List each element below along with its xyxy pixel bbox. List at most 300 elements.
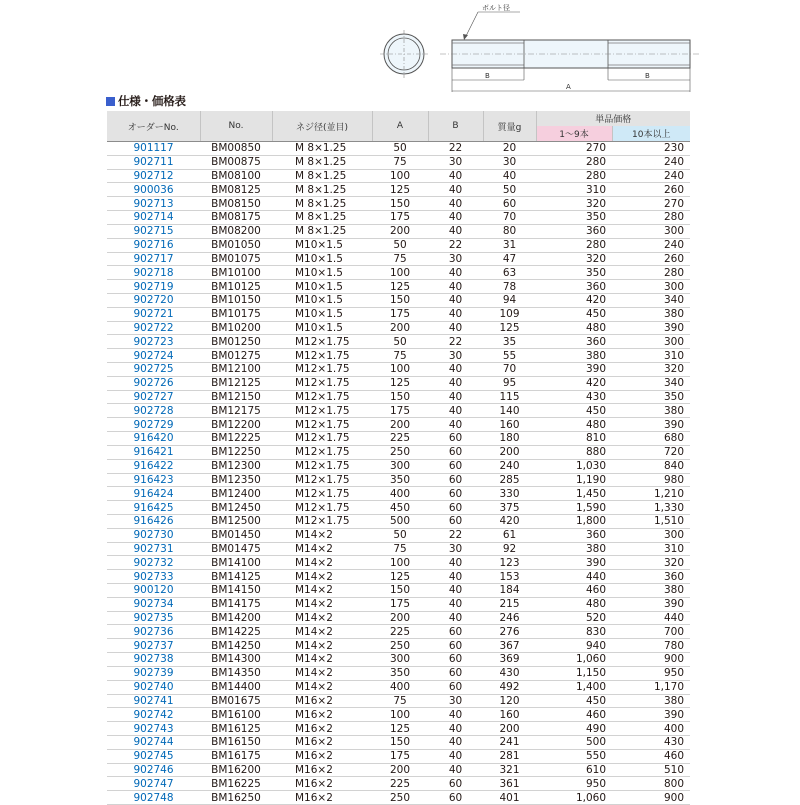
order-no-cell: 902745 (107, 749, 200, 763)
price-10plus-cell: 350 (612, 390, 690, 404)
order-no-cell: 902728 (107, 404, 200, 418)
thread-cell: M12×1.75 (272, 514, 372, 528)
length-a-cell: 125 (372, 722, 428, 736)
length-b-cell: 40 (428, 376, 483, 390)
length-a-cell: 350 (372, 473, 428, 487)
table-row (107, 763, 690, 777)
thread-cell: M12×1.75 (272, 363, 372, 377)
mass-cell: 60 (483, 197, 536, 211)
table-row (107, 570, 690, 584)
product-no-cell: BM14250 (200, 639, 272, 653)
table-row (107, 666, 690, 680)
table-row (107, 459, 690, 473)
thread-cell: M14×2 (272, 653, 372, 667)
table-row (107, 639, 690, 653)
price-1-9-cell: 490 (536, 722, 612, 736)
mass-cell: 330 (483, 487, 536, 501)
price-10plus-cell: 380 (612, 584, 690, 598)
length-b-cell: 22 (428, 528, 483, 542)
length-a-cell: 400 (372, 680, 428, 694)
dimension-b-left-label: B (485, 72, 490, 80)
length-b-cell: 60 (428, 459, 483, 473)
thread-cell: M14×2 (272, 625, 372, 639)
order-no-cell: 902713 (107, 197, 200, 211)
length-a-cell: 50 (372, 528, 428, 542)
price-1-9-cell: 280 (536, 169, 612, 183)
product-no-cell: BM08125 (200, 183, 272, 197)
product-no-cell: BM10125 (200, 280, 272, 294)
product-no-cell: BM16100 (200, 708, 272, 722)
product-no-cell: BM01075 (200, 252, 272, 266)
price-10plus-cell: 430 (612, 735, 690, 749)
thread-cell: M14×2 (272, 584, 372, 598)
product-no-cell: BM01675 (200, 694, 272, 708)
price-1-9-cell: 380 (536, 349, 612, 363)
mass-cell: 55 (483, 349, 536, 363)
price-1-9-cell: 280 (536, 238, 612, 252)
length-b-cell: 30 (428, 349, 483, 363)
mass-cell: 80 (483, 224, 536, 238)
price-1-9-cell: 390 (536, 556, 612, 570)
price-10plus-cell: 1,210 (612, 487, 690, 501)
price-1-9-cell: 1,400 (536, 680, 612, 694)
product-no-cell: BM08175 (200, 211, 272, 225)
length-b-cell: 40 (428, 611, 483, 625)
product-no-cell: BM01450 (200, 528, 272, 542)
header-a: A (372, 111, 428, 142)
mass-cell: 401 (483, 791, 536, 805)
product-no-cell: BM10175 (200, 307, 272, 321)
product-no-cell: BM12400 (200, 487, 272, 501)
price-1-9-cell: 1,060 (536, 653, 612, 667)
length-b-cell: 40 (428, 749, 483, 763)
price-10plus-cell: 240 (612, 238, 690, 252)
product-no-cell: BM12100 (200, 363, 272, 377)
length-a-cell: 100 (372, 556, 428, 570)
thread-cell: M10×1.5 (272, 321, 372, 335)
price-10plus-cell: 380 (612, 404, 690, 418)
mass-cell: 321 (483, 763, 536, 777)
price-1-9-cell: 360 (536, 528, 612, 542)
price-1-9-cell: 1,190 (536, 473, 612, 487)
product-no-cell: BM14125 (200, 570, 272, 584)
length-b-cell: 40 (428, 293, 483, 307)
thread-cell: M16×2 (272, 749, 372, 763)
length-a-cell: 75 (372, 542, 428, 556)
table-row (107, 514, 690, 528)
order-no-cell: 902719 (107, 280, 200, 294)
header-b: B (428, 111, 483, 142)
order-no-cell: 902722 (107, 321, 200, 335)
length-a-cell: 150 (372, 735, 428, 749)
header-order-no: オーダーNo. (107, 111, 200, 142)
table-row (107, 404, 690, 418)
product-no-cell: BM16200 (200, 763, 272, 777)
section-title (106, 94, 186, 108)
price-1-9-cell: 940 (536, 639, 612, 653)
price-10plus-cell: 240 (612, 155, 690, 169)
thread-cell: M12×1.75 (272, 376, 372, 390)
length-b-cell: 40 (428, 266, 483, 280)
price-1-9-cell: 360 (536, 280, 612, 294)
price-10plus-cell: 390 (612, 597, 690, 611)
dimension-a-label: A (566, 83, 571, 91)
mass-cell: 160 (483, 708, 536, 722)
order-no-cell: 902730 (107, 528, 200, 542)
price-10plus-cell: 460 (612, 749, 690, 763)
order-no-cell: 902736 (107, 625, 200, 639)
length-a-cell: 150 (372, 584, 428, 598)
mass-cell: 109 (483, 307, 536, 321)
thread-cell: M14×2 (272, 556, 372, 570)
product-no-cell: BM10150 (200, 293, 272, 307)
price-10plus-cell: 380 (612, 307, 690, 321)
order-no-cell: 916423 (107, 473, 200, 487)
product-no-cell: BM14200 (200, 611, 272, 625)
table-row (107, 307, 690, 321)
mass-cell: 70 (483, 211, 536, 225)
table-row (107, 445, 690, 459)
thread-cell: M14×2 (272, 528, 372, 542)
product-no-cell: BM12125 (200, 376, 272, 390)
price-10plus-cell: 340 (612, 376, 690, 390)
length-a-cell: 75 (372, 252, 428, 266)
mass-cell: 241 (483, 735, 536, 749)
order-no-cell: 902718 (107, 266, 200, 280)
price-10plus-cell: 310 (612, 542, 690, 556)
price-10plus-cell: 270 (612, 197, 690, 211)
order-no-cell: 916421 (107, 445, 200, 459)
length-b-cell: 60 (428, 666, 483, 680)
length-b-cell: 60 (428, 639, 483, 653)
length-b-cell: 30 (428, 542, 483, 556)
thread-cell: M12×1.75 (272, 501, 372, 515)
length-a-cell: 200 (372, 321, 428, 335)
table-row (107, 611, 690, 625)
mass-cell: 50 (483, 183, 536, 197)
product-no-cell: BM14400 (200, 680, 272, 694)
mass-cell: 215 (483, 597, 536, 611)
length-b-cell: 40 (428, 763, 483, 777)
price-1-9-cell: 1,030 (536, 459, 612, 473)
table-row (107, 542, 690, 556)
mass-cell: 184 (483, 584, 536, 598)
length-b-cell: 40 (428, 556, 483, 570)
thread-cell: M16×2 (272, 791, 372, 805)
length-b-cell: 60 (428, 791, 483, 805)
price-1-9-cell: 450 (536, 404, 612, 418)
price-1-9-cell: 350 (536, 266, 612, 280)
length-a-cell: 200 (372, 224, 428, 238)
table-row (107, 597, 690, 611)
order-no-cell: 916420 (107, 432, 200, 446)
product-no-cell: BM14225 (200, 625, 272, 639)
table-row (107, 197, 690, 211)
length-a-cell: 175 (372, 307, 428, 321)
price-1-9-cell: 480 (536, 597, 612, 611)
thread-cell: M14×2 (272, 570, 372, 584)
order-no-cell: 902738 (107, 653, 200, 667)
product-no-cell: BM16225 (200, 777, 272, 791)
product-no-cell: BM12250 (200, 445, 272, 459)
stud-bolt-diagram (0, 0, 800, 95)
order-no-cell: 902735 (107, 611, 200, 625)
mass-cell: 115 (483, 390, 536, 404)
price-1-9-cell: 480 (536, 321, 612, 335)
price-1-9-cell: 1,450 (536, 487, 612, 501)
price-10plus-cell: 980 (612, 473, 690, 487)
thread-cell: M12×1.75 (272, 418, 372, 432)
mass-cell: 40 (483, 169, 536, 183)
order-no-cell: 902712 (107, 169, 200, 183)
length-a-cell: 175 (372, 749, 428, 763)
price-10plus-cell: 700 (612, 625, 690, 639)
length-a-cell: 350 (372, 666, 428, 680)
length-a-cell: 175 (372, 211, 428, 225)
mass-cell: 94 (483, 293, 536, 307)
price-10plus-cell: 240 (612, 169, 690, 183)
thread-cell: M 8×1.25 (272, 142, 372, 156)
table-row (107, 473, 690, 487)
table-row (107, 363, 690, 377)
length-a-cell: 400 (372, 487, 428, 501)
price-10plus-cell: 360 (612, 570, 690, 584)
thread-cell: M14×2 (272, 542, 372, 556)
length-a-cell: 100 (372, 266, 428, 280)
length-a-cell: 75 (372, 155, 428, 169)
order-no-cell: 902732 (107, 556, 200, 570)
mass-cell: 30 (483, 155, 536, 169)
thread-cell: M10×1.5 (272, 280, 372, 294)
mass-cell: 92 (483, 542, 536, 556)
price-10plus-cell: 1,330 (612, 501, 690, 515)
length-b-cell: 40 (428, 169, 483, 183)
length-a-cell: 125 (372, 570, 428, 584)
thread-cell: M14×2 (272, 680, 372, 694)
product-no-cell: BM01250 (200, 335, 272, 349)
thread-cell: M10×1.5 (272, 252, 372, 266)
length-a-cell: 500 (372, 514, 428, 528)
header-thread: ネジ径(並目) (272, 111, 372, 142)
mass-cell: 140 (483, 404, 536, 418)
length-b-cell: 60 (428, 432, 483, 446)
length-a-cell: 175 (372, 597, 428, 611)
price-10plus-cell: 390 (612, 418, 690, 432)
mass-cell: 240 (483, 459, 536, 473)
mass-cell: 20 (483, 142, 536, 156)
price-10plus-cell: 280 (612, 266, 690, 280)
table-row (107, 722, 690, 736)
order-no-cell: 900120 (107, 584, 200, 598)
product-no-cell: BM12350 (200, 473, 272, 487)
price-1-9-cell: 810 (536, 432, 612, 446)
order-no-cell: 916422 (107, 459, 200, 473)
mass-cell: 375 (483, 501, 536, 515)
price-10plus-cell: 800 (612, 777, 690, 791)
table-row (107, 211, 690, 225)
price-1-9-cell: 310 (536, 183, 612, 197)
thread-cell: M12×1.75 (272, 390, 372, 404)
length-a-cell: 250 (372, 445, 428, 459)
length-b-cell: 40 (428, 321, 483, 335)
header-unit-price: 単品価格 (536, 111, 690, 126)
thread-cell: M10×1.5 (272, 266, 372, 280)
table-row (107, 653, 690, 667)
order-no-cell: 902717 (107, 252, 200, 266)
order-no-cell: 902714 (107, 211, 200, 225)
table-row (107, 777, 690, 791)
length-b-cell: 60 (428, 653, 483, 667)
product-no-cell: BM16150 (200, 735, 272, 749)
length-b-cell: 60 (428, 445, 483, 459)
order-no-cell: 902727 (107, 390, 200, 404)
length-a-cell: 150 (372, 197, 428, 211)
price-1-9-cell: 610 (536, 763, 612, 777)
price-10plus-cell: 260 (612, 252, 690, 266)
order-no-cell: 902716 (107, 238, 200, 252)
thread-cell: M14×2 (272, 666, 372, 680)
table-row (107, 749, 690, 763)
order-no-cell: 916426 (107, 514, 200, 528)
table-row (107, 791, 690, 805)
mass-cell: 200 (483, 445, 536, 459)
table-row (107, 169, 690, 183)
length-b-cell: 22 (428, 142, 483, 156)
product-no-cell: BM08200 (200, 224, 272, 238)
table-row (107, 708, 690, 722)
product-no-cell: BM14350 (200, 666, 272, 680)
table-row (107, 238, 690, 252)
table-row (107, 224, 690, 238)
price-1-9-cell: 1,800 (536, 514, 612, 528)
price-10plus-cell: 390 (612, 708, 690, 722)
product-no-cell: BM16250 (200, 791, 272, 805)
side-view-drawing (440, 12, 700, 92)
product-no-cell: BM14300 (200, 653, 272, 667)
mass-cell: 35 (483, 335, 536, 349)
mass-cell: 200 (483, 722, 536, 736)
table-row (107, 418, 690, 432)
thread-cell: M 8×1.25 (272, 197, 372, 211)
length-a-cell: 150 (372, 293, 428, 307)
price-10plus-cell: 720 (612, 445, 690, 459)
header-mass: 質量g (483, 111, 536, 142)
thread-cell: M16×2 (272, 777, 372, 791)
table-row (107, 155, 690, 169)
order-no-cell: 902748 (107, 791, 200, 805)
table-row (107, 280, 690, 294)
mass-cell: 153 (483, 570, 536, 584)
mass-cell: 123 (483, 556, 536, 570)
price-10plus-cell: 950 (612, 666, 690, 680)
length-b-cell: 40 (428, 280, 483, 294)
price-1-9-cell: 390 (536, 363, 612, 377)
mass-cell: 420 (483, 514, 536, 528)
price-1-9-cell: 360 (536, 224, 612, 238)
thread-cell: M16×2 (272, 694, 372, 708)
thread-cell: M12×1.75 (272, 404, 372, 418)
thread-cell: M16×2 (272, 722, 372, 736)
mass-cell: 47 (483, 252, 536, 266)
mass-cell: 120 (483, 694, 536, 708)
price-1-9-cell: 420 (536, 293, 612, 307)
price-10plus-cell: 230 (612, 142, 690, 156)
table-row (107, 390, 690, 404)
product-no-cell: BM01475 (200, 542, 272, 556)
product-no-cell: BM12300 (200, 459, 272, 473)
order-no-cell: 902711 (107, 155, 200, 169)
length-a-cell: 200 (372, 763, 428, 777)
mass-cell: 160 (483, 418, 536, 432)
order-no-cell: 902737 (107, 639, 200, 653)
header-no: No. (200, 111, 272, 142)
order-no-cell: 902733 (107, 570, 200, 584)
thread-cell: M12×1.75 (272, 473, 372, 487)
length-a-cell: 450 (372, 501, 428, 515)
length-b-cell: 40 (428, 570, 483, 584)
thread-cell: M16×2 (272, 735, 372, 749)
product-no-cell: BM00850 (200, 142, 272, 156)
length-a-cell: 125 (372, 280, 428, 294)
length-b-cell: 22 (428, 335, 483, 349)
thread-cell: M12×1.75 (272, 487, 372, 501)
length-b-cell: 40 (428, 307, 483, 321)
length-b-cell: 40 (428, 404, 483, 418)
thread-cell: M10×1.5 (272, 307, 372, 321)
price-1-9-cell: 320 (536, 252, 612, 266)
table-body (107, 142, 690, 805)
price-1-9-cell: 380 (536, 542, 612, 556)
product-no-cell: BM14100 (200, 556, 272, 570)
header-price-10plus: 10本以上 (612, 126, 690, 142)
length-a-cell: 100 (372, 708, 428, 722)
price-10plus-cell: 840 (612, 459, 690, 473)
mass-cell: 246 (483, 611, 536, 625)
product-no-cell: BM16175 (200, 749, 272, 763)
bolt-diameter-label: ボルト径 (482, 4, 510, 12)
mass-cell: 361 (483, 777, 536, 791)
price-10plus-cell: 390 (612, 321, 690, 335)
thread-cell: M12×1.75 (272, 445, 372, 459)
price-10plus-cell: 900 (612, 653, 690, 667)
section-marker-icon (106, 97, 115, 106)
price-10plus-cell: 320 (612, 556, 690, 570)
order-no-cell: 902723 (107, 335, 200, 349)
table-row (107, 183, 690, 197)
table-row (107, 680, 690, 694)
length-b-cell: 60 (428, 473, 483, 487)
price-10plus-cell: 680 (612, 432, 690, 446)
order-no-cell: 902743 (107, 722, 200, 736)
mass-cell: 125 (483, 321, 536, 335)
table-row (107, 335, 690, 349)
length-b-cell: 40 (428, 197, 483, 211)
order-no-cell: 902744 (107, 735, 200, 749)
product-no-cell: BM16125 (200, 722, 272, 736)
product-no-cell: BM10200 (200, 321, 272, 335)
price-1-9-cell: 280 (536, 155, 612, 169)
mass-cell: 369 (483, 653, 536, 667)
mass-cell: 78 (483, 280, 536, 294)
length-b-cell: 40 (428, 224, 483, 238)
length-a-cell: 100 (372, 169, 428, 183)
mass-cell: 430 (483, 666, 536, 680)
length-b-cell: 40 (428, 418, 483, 432)
order-no-cell: 902729 (107, 418, 200, 432)
length-b-cell: 40 (428, 390, 483, 404)
header-price-1-9: 1～9本 (536, 126, 612, 142)
length-a-cell: 225 (372, 432, 428, 446)
